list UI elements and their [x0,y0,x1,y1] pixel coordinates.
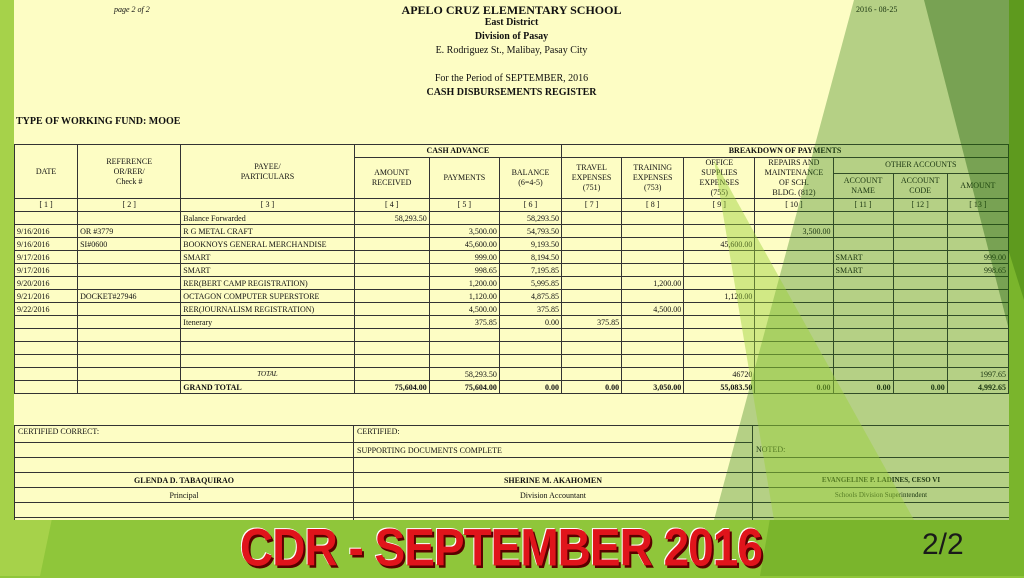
table-cell [755,264,833,277]
table-cell [684,316,755,329]
table-cell [833,238,893,251]
table-cell [622,225,684,238]
table-cell: SI#0600 [78,238,181,251]
table-row [15,212,1009,225]
spacer-row [15,458,1010,473]
signer3-name: EVANGELINE P. LADINES, CESO VI [753,473,1010,488]
table-cell [429,212,499,225]
table-cell: 998.65 [429,264,499,277]
table-cell: R G METAL CRAFT [181,225,354,238]
col-account-code-header: ACCOUNT CODE [893,173,947,198]
table-cell [78,303,181,316]
certified-label: CERTIFIED: [354,426,753,443]
table-cell [755,277,833,290]
table-cell: 375.85 [499,303,561,316]
table-cell: 8,194.50 [499,251,561,264]
table-cell: 4,875.85 [499,290,561,303]
table-cell [562,264,622,277]
table-cell: 9,193.50 [499,238,561,251]
slide-title: CDR - SEPTEMBER 2016 [240,517,762,577]
table-cell [354,290,429,303]
header-row-1 [15,145,1009,158]
table-cell: 3,500.00 [755,225,833,238]
table-row [15,290,1009,303]
table-cell [354,316,429,329]
table-cell [893,290,947,303]
report-date: 2016 - 08-25 [856,5,898,14]
table-cell [354,238,429,251]
col-amount-header: AMOUNT [947,173,1008,198]
supporting-docs-label: SUPPORTING DOCUMENTS COMPLETE [354,443,753,458]
table-row [15,238,1009,251]
table-cell: 58,293.50 [499,212,561,225]
table-cell: SMART [833,251,893,264]
table-cell [354,251,429,264]
table-cell [947,303,1008,316]
district-name: East District [484,17,539,28]
table-row [15,225,1009,238]
table-cell [893,264,947,277]
register-sheet [14,0,1009,520]
col-payments-header: PAYMENTS [429,158,499,199]
table-cell [15,212,78,225]
table-cell [354,303,429,316]
table-cell [78,212,181,225]
table-cell [684,251,755,264]
signer3-date [753,518,1010,521]
table-cell: 9/17/2016 [15,264,78,277]
signer-name-row [15,473,1010,488]
table-cell [755,251,833,264]
table-cell: SMART [181,251,354,264]
cash-advance-header: CASH ADVANCE [354,145,561,158]
table-cell [947,212,1008,225]
table-cell [833,212,893,225]
table-cell [893,251,947,264]
table-cell [78,277,181,290]
table-cell [562,251,622,264]
table-cell [755,303,833,316]
disbursement-table [14,144,1009,394]
table-cell [893,303,947,316]
table-cell [562,303,622,316]
school-name: APELO CRUZ ELEMENTARY SCHOOL [401,3,622,17]
table-cell [833,277,893,290]
table-row [15,264,1009,277]
table-cell [562,277,622,290]
table-cell: 58,293.50 [354,212,429,225]
signature-table [14,425,1009,520]
table-cell: SMART [833,264,893,277]
table-cell [893,277,947,290]
table-cell [755,212,833,225]
table-cell [833,290,893,303]
col-date-header: DATE [15,145,78,199]
school-address: E. Rodriguez St., Malibay, Pasay City [435,45,588,56]
table-cell: 54,793.50 [499,225,561,238]
table-row [15,303,1009,316]
slide-page-number: 2/2 [922,528,964,561]
table-cell: 3,500.00 [429,225,499,238]
table-cell: 9/17/2016 [15,251,78,264]
table-cell [622,212,684,225]
table-cell [562,290,622,303]
table-cell [893,225,947,238]
table-cell [893,238,947,251]
table-cell [684,277,755,290]
table-cell: 1,120.00 [684,290,755,303]
table-cell: 5,995.85 [499,277,561,290]
table-cell: 0.00 [499,316,561,329]
table-cell [947,316,1008,329]
col-repairs-header: REPAIRS AND MAINTENANCE OF SCH. BLDG. (812) [755,158,833,199]
table-cell [755,290,833,303]
table-cell [893,316,947,329]
signer2-name: SHERINE M. AKAHOMEN [354,473,753,488]
breakdown-header: BREAKDOWN OF PAYMENTS [562,145,1009,158]
table-cell [622,316,684,329]
column-number-row: [ 1 ] [ 2 ] [ 3 ] [ 4 ] [ 5 ] [ 6 ] [ 7 ] [ 8 ] [ 9 ] [ 10 ] [ 11 ] [ 12 ] [ 13 ] [15,199,1009,212]
table-cell [622,238,684,251]
table-cell [755,316,833,329]
table-cell [947,225,1008,238]
table-cell [78,316,181,329]
certified-correct-label: CERTIFIED CORRECT: [15,426,354,443]
table-cell: 45,600.00 [684,238,755,251]
table-cell: 9/16/2016 [15,225,78,238]
empty-row [15,329,1009,342]
table-cell [622,264,684,277]
table-cell [354,264,429,277]
signer2-title: Division Accountant [354,488,753,503]
table-cell [562,225,622,238]
table-cell: Balance Forwarded [181,212,354,225]
report-period: For the Period of SEPTEMBER, 2016 [434,73,589,84]
signer1-name: GLENDA D. TABAQUIRAO [15,473,354,488]
table-cell: 9/20/2016 [15,277,78,290]
certification-row [15,426,1010,443]
other-accounts-header: OTHER ACCOUNTS [833,158,1008,174]
table-cell: 9/22/2016 [15,303,78,316]
table-cell [684,264,755,277]
table-cell: 1,200.00 [429,277,499,290]
table-cell [684,225,755,238]
table-cell [15,316,78,329]
empty-row [15,342,1009,355]
table-cell [755,238,833,251]
table-cell: 7,195.85 [499,264,561,277]
table-cell: OCTAGON COMPUTER SUPERSTORE [181,290,354,303]
table-cell: 4,500.00 [622,303,684,316]
table-cell [684,212,755,225]
col-payee-header: PAYEE/ PARTICULARS [181,145,354,199]
table-cell: RER(JOURNALISM REGISTRATION) [181,303,354,316]
table-cell [947,238,1008,251]
signer1-title: Principal [15,488,354,503]
table-cell [354,225,429,238]
table-cell [78,264,181,277]
grand-total-row: GRAND TOTAL 75,604.00 75,604.00 0.00 0.00 3,050.00 55,083.50 0.00 0.00 0.00 4,992.65 [15,381,1009,394]
table-cell [947,277,1008,290]
table-cell [562,238,622,251]
table-cell [947,290,1008,303]
signer-title-row [15,488,1010,503]
division-name: Division of Pasay [474,31,549,42]
table-cell [893,212,947,225]
table-cell [562,212,622,225]
table-cell: 9/21/2016 [15,290,78,303]
table-cell: 1,120.00 [429,290,499,303]
table-cell: DOCKET#27946 [78,290,181,303]
table-row [15,251,1009,264]
table-cell [833,316,893,329]
table-cell: 998.65 [947,264,1008,277]
table-cell: 999.00 [429,251,499,264]
table-cell: SMART [181,264,354,277]
col-office-header: OFFICE SUPPLIES EXPENSES (755) [684,158,755,199]
table-cell: RER(BERT CAMP REGISTRATION) [181,277,354,290]
page-label: page 2 of 2 [114,5,150,14]
table-cell: 999.00 [947,251,1008,264]
col-travel-header: TRAVEL EXPENSES (751) [562,158,622,199]
table-cell: Itenerary [181,316,354,329]
table-cell: 1,200.00 [622,277,684,290]
col-training-header: TRAINING EXPENSES (753) [622,158,684,199]
noted-label: NOTED: [753,443,1010,458]
table-cell [684,303,755,316]
table-body [15,212,1009,368]
table-row [15,316,1009,329]
register-title: CASH DISBURSEMENTS REGISTER [426,87,597,98]
table-cell: BOOKNOYS GENERAL MERCHANDISE [181,238,354,251]
table-cell [622,290,684,303]
col-amount-received-header: AMOUNT RECEIVED [354,158,429,199]
col-account-name-header: ACCOUNT NAME [833,173,893,198]
total-row: TOTAL 58,293.50 46720 1997.65 [15,368,1009,381]
col-reference-header: REFERENCE OR/RER/ Check # [78,145,181,199]
signer3-title: Schools Division Superintendent [753,488,1010,503]
empty-row [15,355,1009,368]
table-cell: 375.85 [429,316,499,329]
table-row [15,277,1009,290]
table-cell [622,251,684,264]
support-row [15,443,1010,458]
table-cell: OR #3779 [78,225,181,238]
table-cell: 4,500.00 [429,303,499,316]
table-cell [354,277,429,290]
table-cell: 9/16/2016 [15,238,78,251]
col-balance-header: BALANCE (6=4-5) [499,158,561,199]
fund-type: TYPE OF WORKING FUND: MOOE [16,116,181,127]
table-cell [833,225,893,238]
table-cell [833,303,893,316]
table-cell: 45,600.00 [429,238,499,251]
table-cell [78,251,181,264]
table-cell: 375.85 [562,316,622,329]
